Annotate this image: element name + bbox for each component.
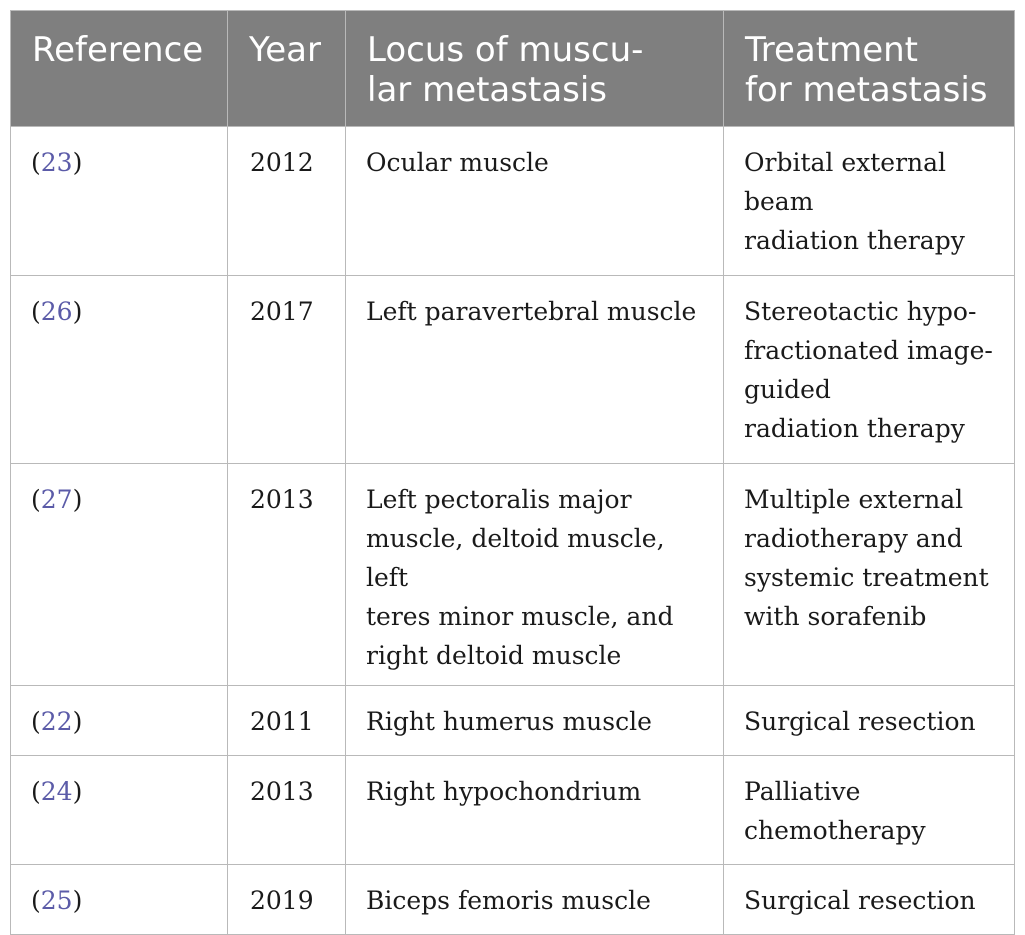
locus-cell: Left pectoralis major muscle, deltoid muscle, left teres minor muscle, and right deltoid muscle	[346, 464, 724, 686]
locus-cell: Left paravertebral muscle	[346, 276, 724, 464]
header-row	[11, 11, 1015, 127]
table-row	[11, 464, 1015, 686]
reference-cell: (25)	[11, 865, 228, 935]
reference-cell: (24)	[11, 756, 228, 865]
treatment-cell: Surgical resection	[724, 865, 1015, 935]
treatment-cell: Palliative chemotherapy	[724, 756, 1015, 865]
header-locus: Locus of muscu- lar metastasis	[346, 11, 724, 127]
treatment-cell: Surgical resection	[724, 686, 1015, 756]
reference-link[interactable]: 26	[40, 297, 73, 326]
table-row	[11, 756, 1015, 865]
table-row	[11, 686, 1015, 756]
treatment-cell: Multiple external radiotherapy and systemic treatment with sorafenib	[724, 464, 1015, 686]
year-cell: 2019	[228, 865, 346, 935]
locus-cell: Biceps femoris muscle	[346, 865, 724, 935]
year-cell: 2012	[228, 127, 346, 276]
header-treatment: Treatment for metastasis	[724, 11, 1015, 127]
reference-link[interactable]: 22	[40, 707, 73, 736]
treatment-cell: Orbital external beam radiation therapy	[724, 127, 1015, 276]
reference-link[interactable]: 24	[40, 777, 73, 806]
header-year: Year	[228, 11, 346, 127]
table-row	[11, 865, 1015, 935]
table-row	[11, 276, 1015, 464]
reference-cell: (27)	[11, 464, 228, 686]
year-cell: 2011	[228, 686, 346, 756]
locus-cell: Ocular muscle	[346, 127, 724, 276]
reference-link[interactable]: 25	[40, 886, 73, 915]
reference-link[interactable]: 27	[40, 485, 73, 514]
metastasis-table	[10, 10, 1015, 935]
reference-link[interactable]: 23	[40, 148, 73, 177]
reference-cell: (23)	[11, 127, 228, 276]
locus-cell: Right hypochondrium	[346, 756, 724, 865]
reference-cell: (22)	[11, 686, 228, 756]
header-reference: Reference	[11, 11, 228, 127]
year-cell: 2017	[228, 276, 346, 464]
table-row	[11, 127, 1015, 276]
treatment-cell: Stereotactic hypo- fractionated image- guided radiation therapy	[724, 276, 1015, 464]
locus-cell: Right humerus muscle	[346, 686, 724, 756]
reference-cell: (26)	[11, 276, 228, 464]
year-cell: 2013	[228, 464, 346, 686]
year-cell: 2013	[228, 756, 346, 865]
